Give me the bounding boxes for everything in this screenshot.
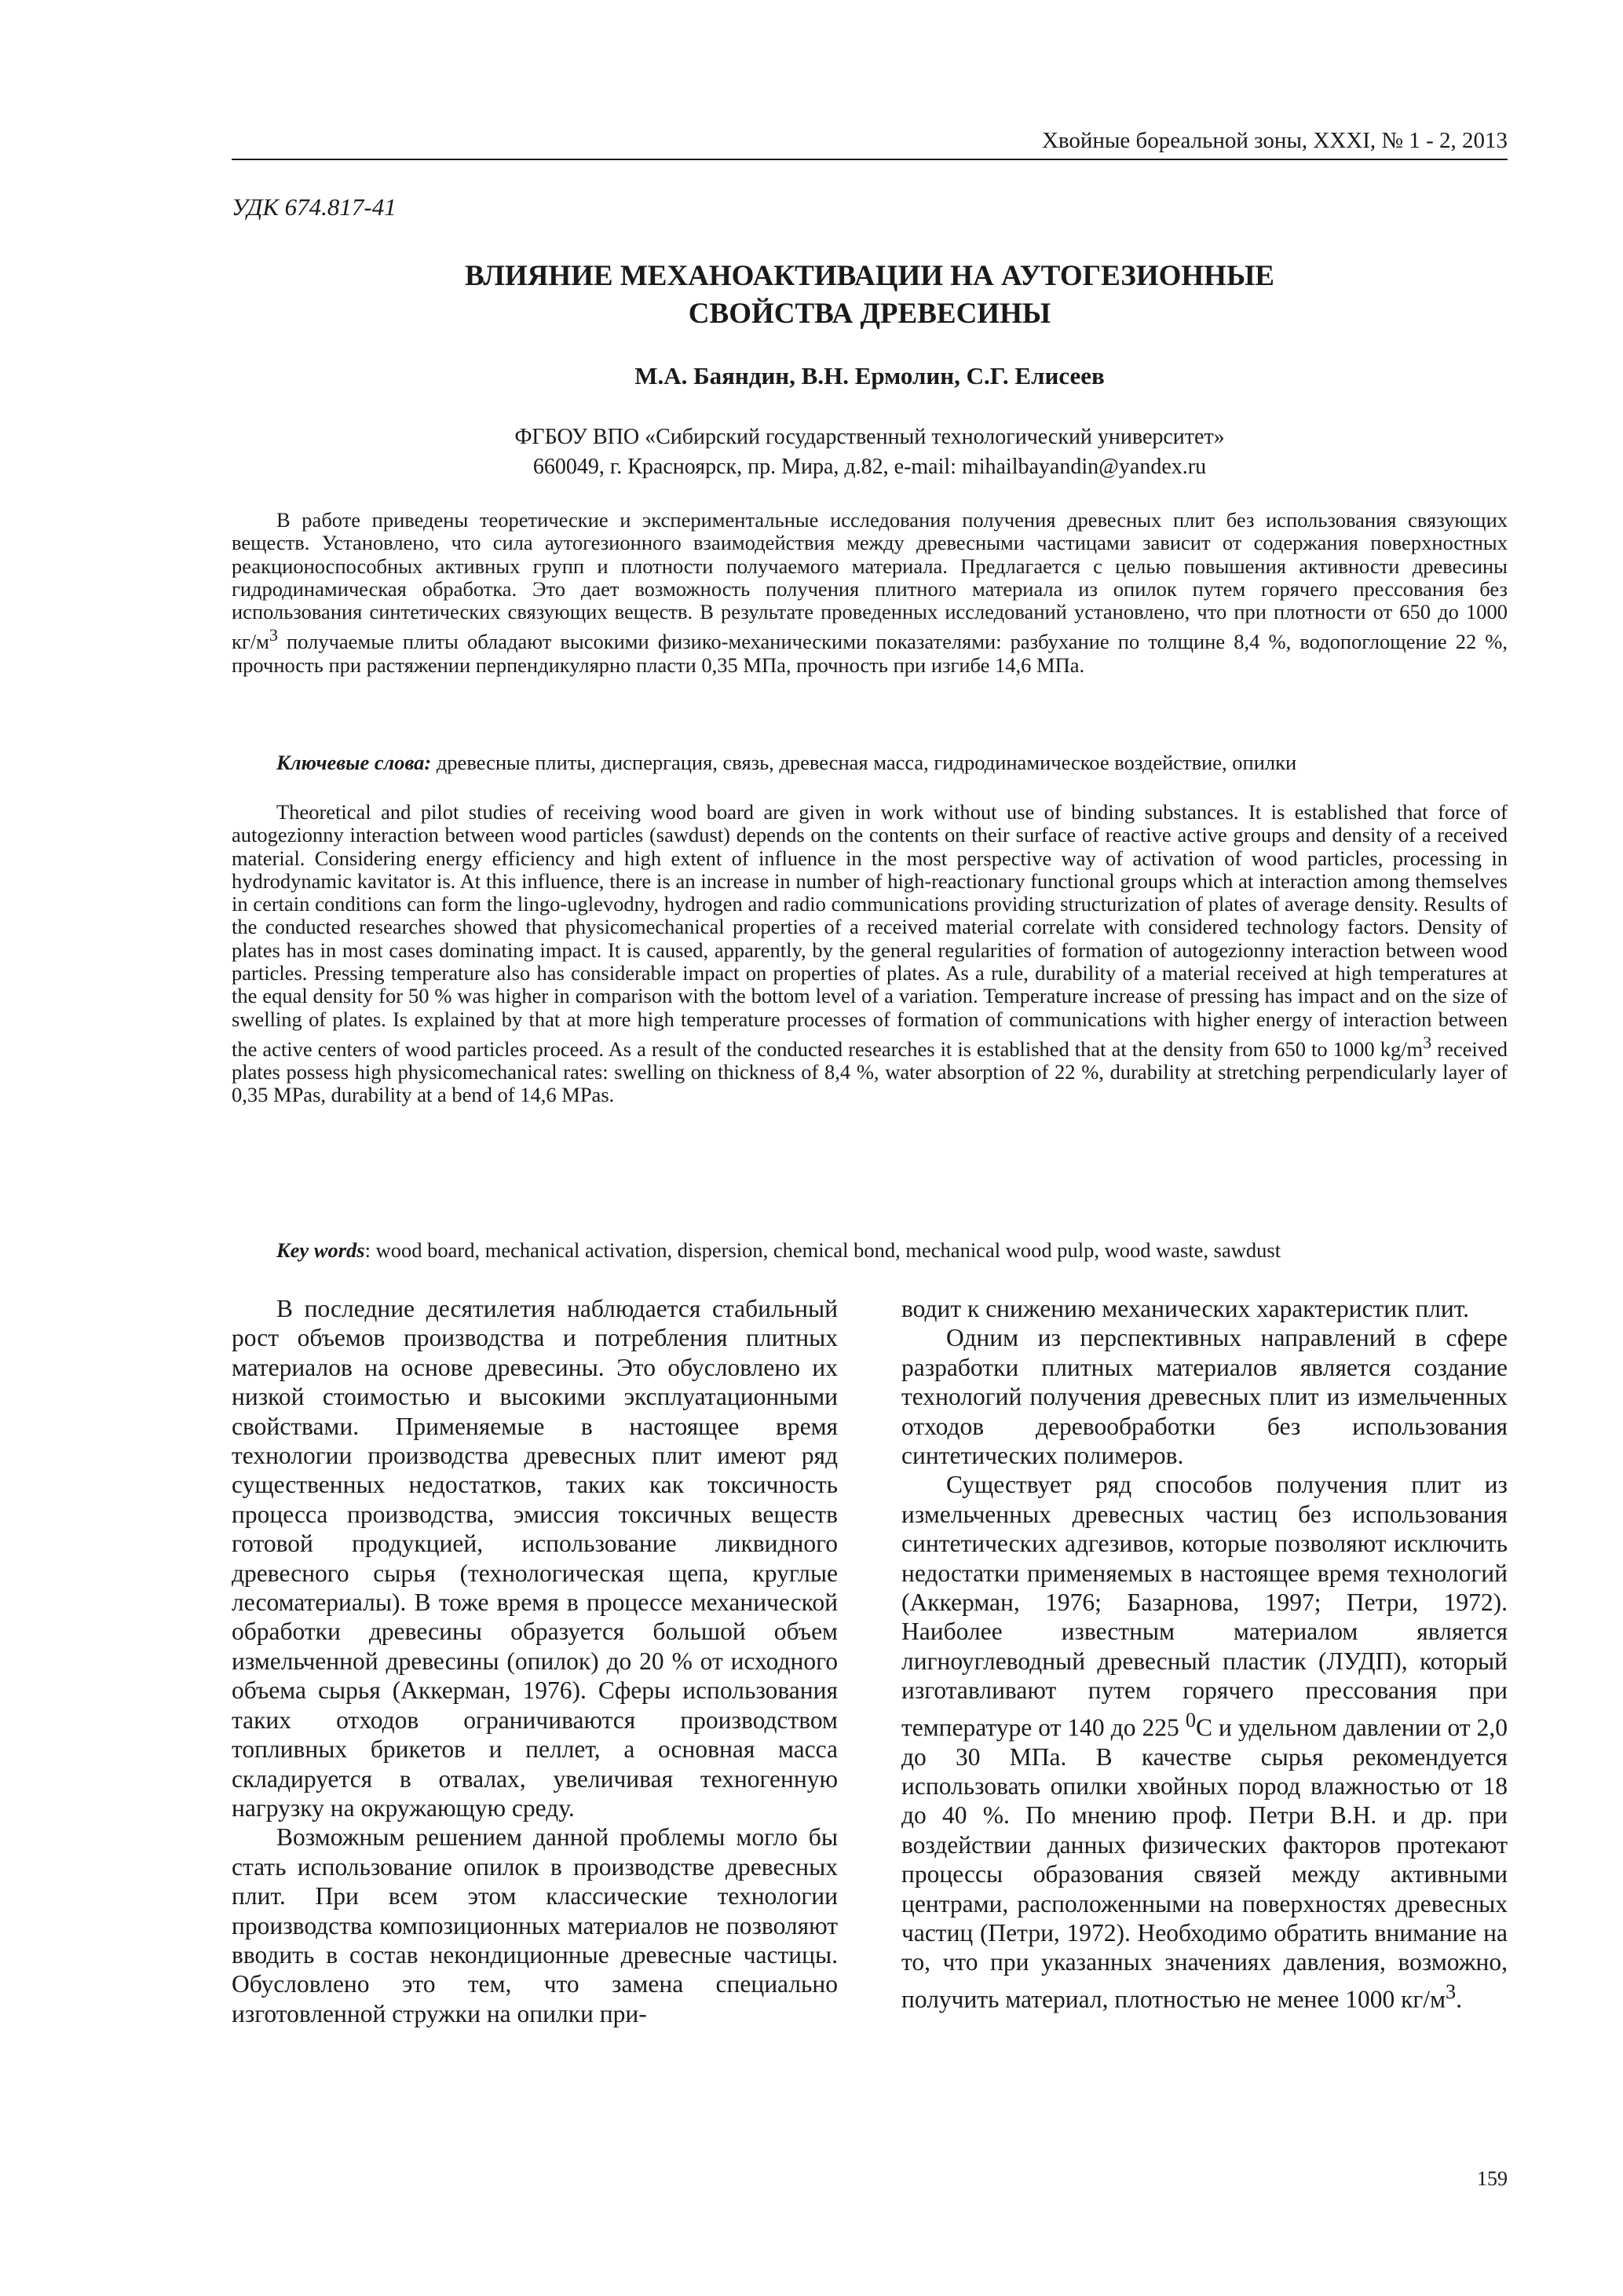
authors: М.А. Баяндин, В.Н. Ермолин, С.Г. Елисеев <box>634 362 1105 389</box>
abstract-en-text-2: received plates possess high physicomechanical rates: swelling on thickness of 8,4 %, water absorption of 22 %, durability at stretching perpendicularly layer of 0,35 MPas, durability at a bend of 14,6 MPas. <box>232 1036 1508 1107</box>
affiliation-line-2: 660049, г. Красноярск, пр. Мира, д.82, e-mail: mihailbayandin@yandex.ru <box>532 455 1207 479</box>
cubic-superscript: 3 <box>1446 1980 1457 2003</box>
paper-title <box>232 258 1508 333</box>
abstract-ru-text-1: В работе приведены теоретические и экспериментальные исследования получения древесных плит без использования связующих веществ. Установлено, что сила аутогезионного взаимодействия между древесными частицами зависит от содержания поверхностных реакционоспособных активных групп и плотности получаемого материала. Предлагается с целью повышения активности древесины гидродинамическая обработка. Это дает возможность получения плитного материала из опилок путем горячего прессования без использования синтетических связующих веществ. В результате проведенных исследований установлено, что при плотности от 650 до 1000 кг/м <box>232 508 1508 654</box>
abstract-ru-text-2: получаемые плиты обладают высокими физико-механическими показателями: разбухание по толщине 8,4 %, водопоглощение 22 %, прочность при растяжении перпендикулярно пласти 0,35 МПа, прочность при изгибе 14,6 МПа. <box>232 630 1508 677</box>
affiliation <box>232 422 1508 482</box>
title-line-1: ВЛИЯНИЕ МЕХАНОАКТИВАЦИИ НА АУТОГЕЗИОННЫЕ <box>465 260 1274 292</box>
abstract-en-superscript: 3 <box>1423 1032 1432 1052</box>
affiliation-line-1: ФГБОУ ВПО «Сибирский государственный технологический университет» <box>514 425 1225 449</box>
abstract-russian <box>232 509 1508 677</box>
header-divider <box>232 159 1508 160</box>
running-header: Хвойные бореальной зоны, XXXI, № 1 - 2, 2013 <box>1041 128 1508 153</box>
keywords-english <box>232 1238 1508 1263</box>
title-line-2: СВОЙСТВА ДРЕВЕСИНЫ <box>688 298 1051 330</box>
body-column-right <box>901 1294 1508 2014</box>
abstract-english <box>232 801 1508 1107</box>
body-paragraph: Одним из перспективных направлений в сфере разработки плитных материалов является создание технологий получения древесных плит из измельченных отходов деревообработки без использования синтетических полимеров. <box>901 1324 1508 1470</box>
udc-code: УДК 674.817-41 <box>232 193 397 221</box>
body-column-left <box>232 1294 838 2028</box>
body-text: С и удельном давлении от 2,0 до 30 МПа. В качестве сырья рекомендуется использовать опилки хвойных пород влажностью от 18 до 40 %. По мнению проф. Петри В.Н. и др. при воздействии данных физических факторов протекают процессы образования связей между активными центрами, расположенными на поверхностях древесных частиц (Петри, 1972). Необходимо обратить внимание на то, что при указанных значениях давления, возможно, получить материал, плотностью не менее 1000 кг/м <box>901 1713 1508 2013</box>
abstract-en-text-1: Theoretical and pilot studies of receiving wood board are given in work without use of binding substances. It is established that force of autogezionny interaction between wood particles (sawdust) depends on the contents on their surface of reactive active groups and density of a received material. Considering energy efficiency and high extent of influence in the most perspective way of activation of wood particles, processing in hydrodynamic kavitator is. At this influence, there is an increase in number of high-reactionary functional groups which at interaction among themselves in certain conditions can form the lingo-uglevodny, hydrogen and radio communications providing structurization of plates of average density. Results of the conducted researches showed that physicomechanical properties of a received material correlate with considered technology factors. Density of plates has in most cases dominating impact. It is caused, apparently, by the general regularities of formation of autogezionny interaction between wood particles. Pressing temperature also has considerable impact on properties of plates. As a rule, durability of a material received at high temperatures at the equal density for 50 % was higher in comparison with the bottom level of a variation. Temperature increase of pressing has impact and on the size of swelling of plates. Is explained by that at more high temperature processes of formation of communications with higher energy of interaction between the active centers of wood particles proceed. As a result of the conducted researches it is established that at the density from 650 to 1000 kg/m <box>232 800 1508 1061</box>
abstract-ru-superscript: 3 <box>269 625 278 645</box>
keywords-en-text: : wood board, mechanical activation, dispersion, chemical bond, mechanical wood pulp, wood waste, sawdust <box>364 1238 1281 1262</box>
body-paragraph <box>901 1470 1508 2013</box>
body-paragraph: Возможным решением данной проблемы могло бы стать использование опилок в производстве древесных плит. При всем этом классические технологии производства композиционных материалов не позволяют вводить в состав некондиционные древесные частицы. Обусловлено это тем, что замена специально изготовленной стружки на опилки при- <box>232 1823 838 2027</box>
keywords-en-label: Key words <box>276 1238 365 1262</box>
keywords-ru-text: древесные плиты, диспергация, связь, древесная масса, гидродинамическое воздействие, опилки <box>431 751 1297 774</box>
body-text: Существует ряд способов получения плит из измельченных древесных частиц без использования синтетических адгезивов, которые позволяют исключить недостатки применяемых в настоящее время технологий (Аккерман, 1976; Базарнова, 1997; Петри, 1972). Наиболее известным материалом является лигноуглеводный древесный пластик (ЛУДП), который изготавливают путем горячего прессования при температуре от 140 до 225 <box>901 1471 1508 1742</box>
body-text: . <box>1456 1985 1463 2013</box>
degree-superscript: 0 <box>1185 1708 1196 1731</box>
page-number: 159 <box>1477 2167 1508 2190</box>
body-paragraph-continued: водит к снижению механических характеристик плит. <box>901 1295 1470 1322</box>
keywords-russian <box>232 750 1508 775</box>
body-paragraph: В последние десятилетия наблюдается стабильный рост объемов производства и потребления плитных материалов на основе древесины. Это обусловлено их низкой стоимостью и высокими эксплуатационными свойствами. Применяемые в настоящее время технологии производства древесных плит имеют ряд существенных недостатков, таких как токсичность процесса производства, эмиссия токсичных веществ готовой продукцией, использование ликвидного древесного сырья (технологическая щепа, круглые лесоматериалы). В тоже время в процессе механической обработки древесины образуется большой объем измельченной древесины (опилок) до 20 % от исходного объема сырья (Аккерман, 1976). Сферы использования таких отходов ограничиваются производством топливных брикетов и пеллет, а основная масса складируется в отвалах, увеличивая техногенную нагрузку на окружающую среду. <box>232 1295 838 1822</box>
keywords-ru-label: Ключевые слова: <box>276 751 432 774</box>
